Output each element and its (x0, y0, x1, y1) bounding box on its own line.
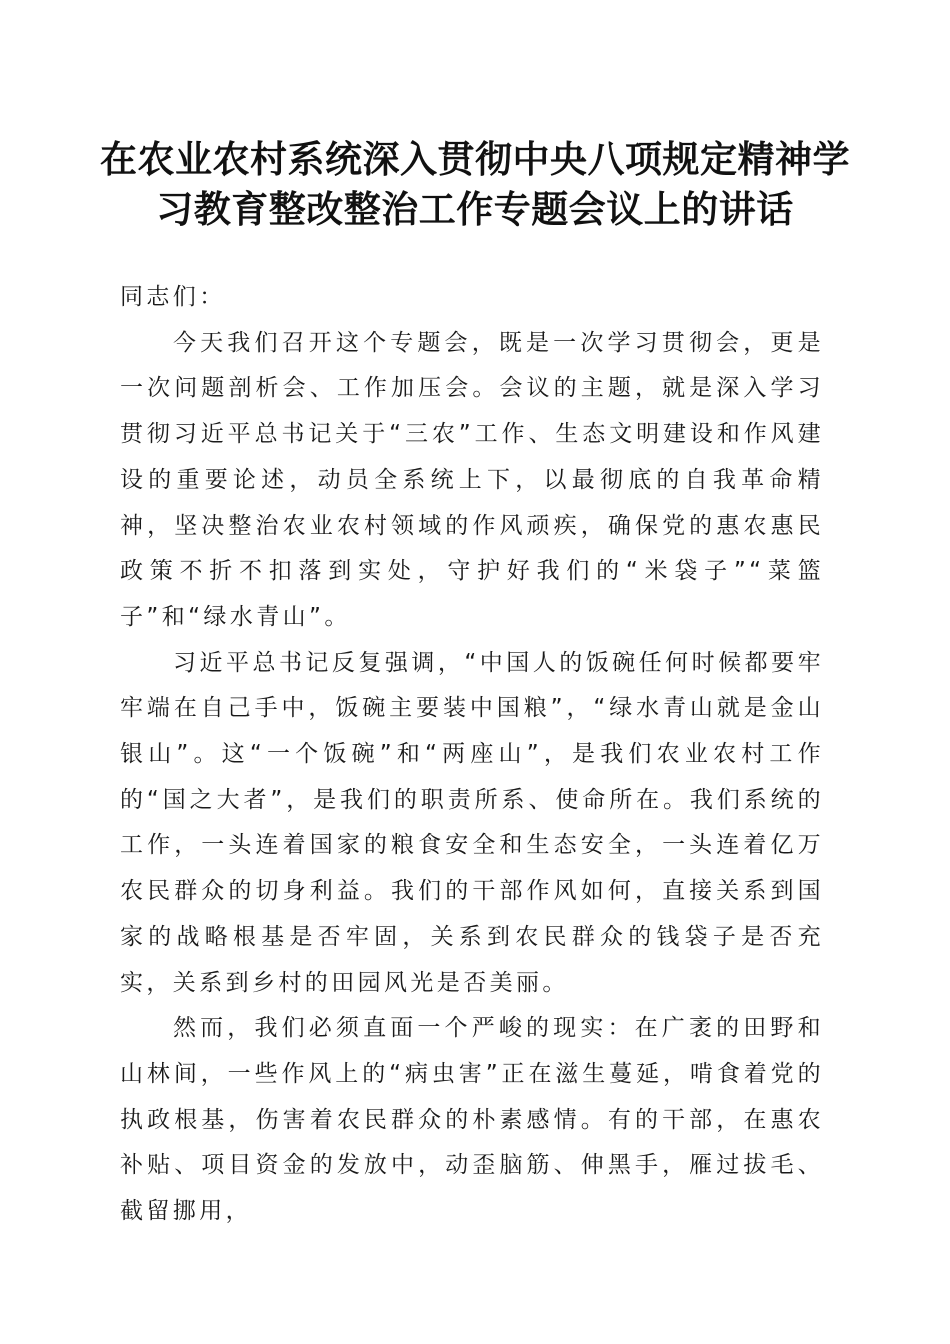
paragraph-1: 今天我们召开这个专题会，既是一次学习贯彻会，更是一次问题剖析会、工作加压会。会议的主题，就是深入学习贯彻习近平总书记关于“三农”工作、生态文明建设和作风建设的重要论述，动员全系统上下，以最彻底的自我革命精神，坚决整治农业农村领域的作风顽疾，确保党的惠农惠民政策不折不扣落到实处，守护好我们的“米袋子”“菜篮子”和“绿水青山”。 (120, 329, 824, 630)
document-title (100, 134, 850, 234)
document-body (120, 275, 824, 1235)
salutation: 同志们： (120, 284, 226, 310)
title-line-2: 习教育整改整治工作专题会议上的讲话 (156, 187, 794, 231)
title-line-1: 在农业农村系统深入贯彻中央八项规定精神学 (100, 137, 850, 181)
paragraph-3: 然而，我们必须直面一个严峻的现实：在广袤的田野和山林间，一些作风上的“病虫害”正在滋生蔓延，啃食着党的执政根基，伤害着农民群众的朴素感情。有的干部，在惠农补贴、项目资金的发放中，动歪脑筋、伸黑手，雁过拔毛、截留挪用， (120, 1015, 824, 1225)
paragraph-2: 习近平总书记反复强调，“中国人的饭碗任何时候都要牢牢端在自己手中，饭碗主要装中国粮”，“绿水青山就是金山银山”。这“一个饭碗”和“两座山”，是我们农业农村工作的“国之大者”，是我们的职责所系、使命所在。我们系统的工作，一头连着国家的粮食安全和生态安全，一头连着亿万农民群众的切身利益。我们的干部作风如何，直接关系到国家的战略根基是否牢固，关系到农民群众的钱袋子是否充实，关系到乡村的田园风光是否美丽。 (120, 649, 824, 996)
